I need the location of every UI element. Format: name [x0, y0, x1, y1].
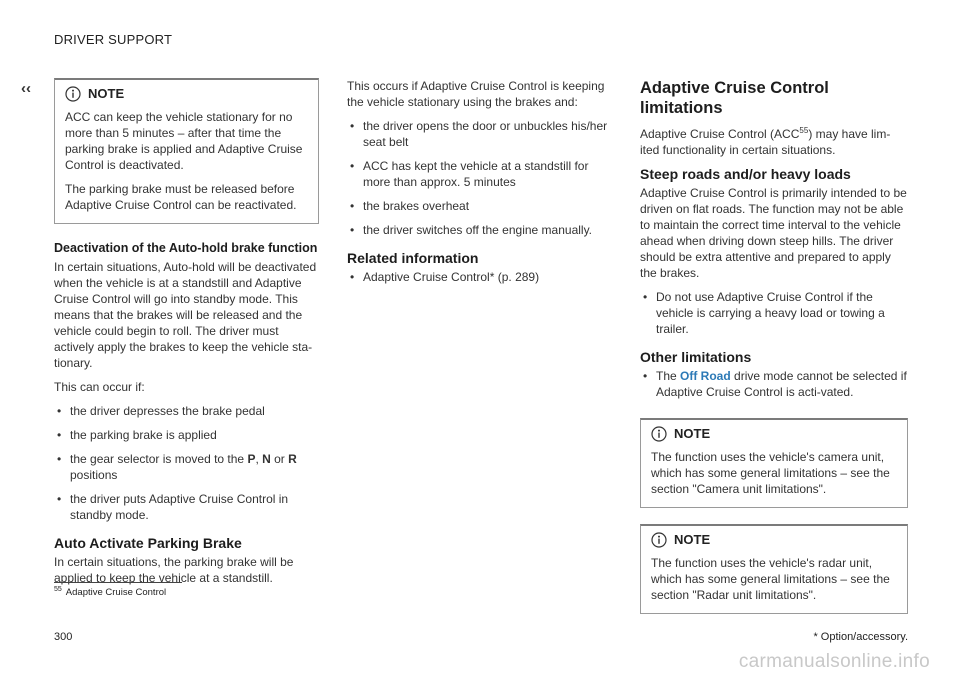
paragraph: In certain situations, the parking brake will be applied to keep the vehicle at a standstill.	[54, 555, 294, 585]
continued-marker: ‹‹	[21, 80, 31, 97]
note-box	[640, 524, 908, 614]
footnote-ref[interactable]: 55	[799, 126, 809, 135]
list-item: • the gear selector is moved to the P, N or R positions	[57, 452, 297, 482]
info-circle-icon	[651, 532, 667, 548]
related-list	[347, 269, 612, 285]
note-box	[54, 78, 319, 224]
list-item: • the driver depresses the brake pedal	[57, 404, 265, 418]
footnote-divider	[54, 582, 182, 583]
bullet-list	[347, 118, 612, 238]
paragraph: In certain situations, Auto-hold will be deactivated when the vehicle is at a standstill and Adaptive Cruise Control will go into standby mode. This means that the brakes will be released and the vehicle could begin to roll. The driver must actively apply the brakes to keep the vehicle sta-tionary.	[54, 260, 317, 370]
info-circle-icon	[65, 86, 81, 102]
note-text: The function uses the vehicle's radar unit, which has some general limitations – see the section "Radar unit limitations".	[651, 556, 890, 602]
list-item: • the parking brake is applied	[57, 428, 217, 442]
list-item: • Do not use Adaptive Cruise Control if the vehicle is carrying a heavy load or towing a trailer.	[643, 290, 885, 336]
list-item: • The Off Road drive mode cannot be selected if Adaptive Cruise Control is acti-vated.	[643, 369, 907, 399]
list-item: • the driver opens the door or unbuckles his/her seat belt	[350, 119, 608, 149]
section-heading: Auto Activate Parking Brake	[54, 535, 242, 551]
note-title: NOTE	[674, 426, 711, 441]
note-text: ACC can keep the vehicle stationary for no more than 5 minutes – after that time the parking brake is applied and Adaptive Cruise Control is deactivated.	[65, 110, 303, 172]
note-box	[640, 418, 908, 508]
section-heading: Related information	[347, 250, 479, 266]
column-3	[640, 78, 908, 630]
option-accessory-note: * Option/accessory.	[813, 631, 908, 643]
section-header: DRIVER SUPPORT	[54, 32, 173, 47]
paragraph: This occurs if Adaptive Cruise Control is keeping the vehicle stationary using the brakes and:	[347, 79, 605, 109]
bullet-list	[640, 289, 908, 337]
note-title: NOTE	[88, 86, 125, 101]
section-heading: Deactivation of the Auto-hold brake function	[54, 241, 318, 255]
column-1	[54, 78, 319, 594]
section-heading: Other limitations	[640, 349, 752, 365]
list-item: • the driver puts Adaptive Cruise Control in standby mode.	[57, 492, 289, 522]
drive-mode-name: Off Road	[680, 369, 731, 383]
note-text: The function uses the vehicle's camera unit, which has some general limitations – see the section "Camera unit limitations".	[651, 450, 890, 496]
list-item: • the brakes overheat	[350, 199, 470, 213]
paragraph: Adaptive Cruise Control (ACC$^{55}$) may have lim-ited functionality in certain situations.	[640, 126, 891, 157]
page-number: 300	[54, 631, 73, 643]
section-heading: Steep roads and/or heavy loads	[640, 166, 851, 182]
related-link[interactable]: • Adaptive Cruise Control* (p. 289)	[350, 270, 540, 284]
watermark: carmanualsonline.info	[738, 651, 930, 672]
note-text: The parking brake must be released before Adaptive Cruise Control can be reactivated.	[65, 182, 297, 212]
page-title: Adaptive Cruise Control limitations	[640, 79, 829, 117]
paragraph: This can occur if:	[54, 380, 145, 394]
footnote: $^{55}$ Adaptive Cruise Control	[54, 585, 167, 598]
bullet-list	[640, 368, 908, 400]
paragraph: Adaptive Cruise Control is primarily intended to be driven on flat roads. The function may not be able to maintain the correct time interval to the vehicle ahead when driving down steep hills. The driver should be extra attentive and prepared to apply the brakes.	[640, 186, 907, 280]
list-item: • ACC has kept the vehicle at a standstill for more than approx. 5 minutes	[350, 159, 589, 189]
note-title: NOTE	[674, 532, 711, 547]
bullet-list	[54, 403, 319, 523]
list-item: • the driver switches off the engine manually.	[350, 223, 593, 237]
info-circle-icon	[651, 426, 667, 442]
column-2	[347, 78, 612, 297]
